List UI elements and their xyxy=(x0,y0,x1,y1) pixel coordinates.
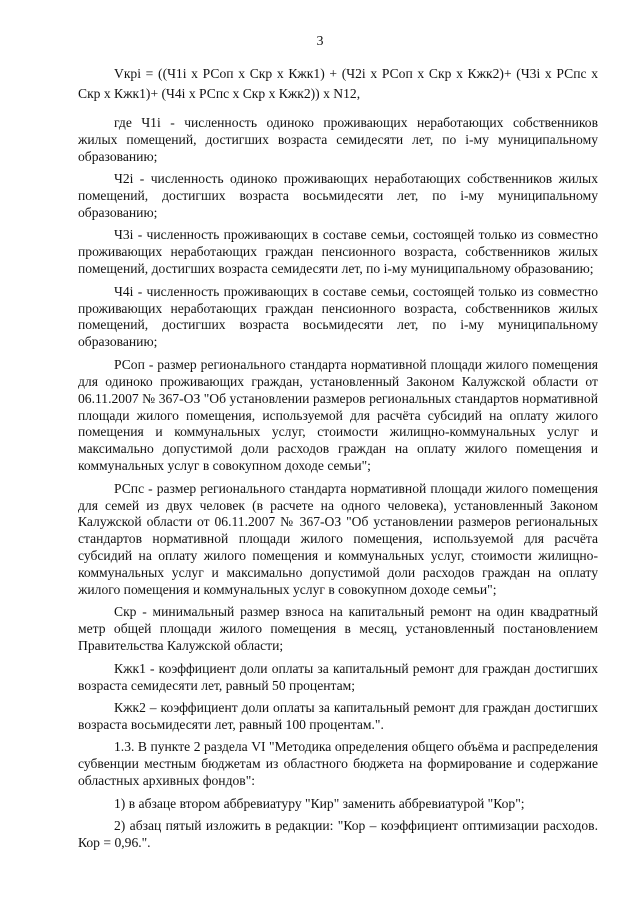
definition-ch2: Ч2i - численность одиноко проживающих неработающих собственников жилых помещений, достигших возраста восьмидесяти лет, по i-му муниципальному образованию; xyxy=(78,171,598,221)
definition-ch3: Ч3i - численность проживающих в составе семьи, состоящей только из совместно проживающих неработающих граждан пенсионного возраста, собственников жилых помещений, достигших возраста семидесяти лет, по i-му муниципальному образованию; xyxy=(78,227,598,277)
definition-skr: Скр - минимальный размер взноса на капитальный ремонт на один квадратный метр общей площади жилого помещения в месяц, установленный постановлением Правительства Калужской области; xyxy=(78,604,598,654)
definition-kzhk2: Кжк2 – коэффициент доли оплаты за капитальный ремонт для граждан достигших возраста восьмидесяти лет, равный 100 процентам.". xyxy=(78,700,598,732)
subclause-2: 2) абзац пятый изложить в редакции: "Кор – коэффициент оптимизации расходов. Кор = 0,96.". xyxy=(78,817,598,850)
definition-ch1: где Ч1i - численность одиноко проживающих неработающих собственников жилых помещений, достигших возраста семидесяти лет, по i-му муниципальному образованию; xyxy=(78,115,598,164)
definition-kzhk1: Кжк1 - коэффициент доли оплаты за капитальный ремонт для граждан достигших возраста семидесяти лет, равный 50 процентам; xyxy=(78,660,598,693)
subclause-1: 1) в абзаце втором аббревиатуру "Кир" заменить аббревиатурой "Кор"; xyxy=(114,795,525,811)
definition-ch4: Ч4i - численность проживающих в составе семьи, состоящей только из совместно проживающих неработающих граждан пенсионного возраста, собственников жилых помещений, достигших возраста восьмидесяти лет, по i-му муниципальному образованию; xyxy=(78,283,598,350)
formula-vkr: Vкрi = ((Ч1i х РСоп х Скр х Кжк1) + (Ч2i х РСоп х Скр х Кжк2)+ (Ч3i х РСпс х Скр х Кжк1)+ (Ч4i х РСпс х Скр х Кжк2)) х N12, xyxy=(78,66,598,101)
definition-rsop: РСоп - размер регионального стандарта нормативной площади жилого помещения для одиноко проживающих граждан, установленный Законом Калужской области от 06.11.2007 № 367-ОЗ "Об установлении размеров региональных стандартов нормативной площади жилого помещения, используемой для расчёта субсидий на оплату жилого помещения и коммунальных услуг, стоимости жилищно-коммунальных услуг и максимально допустимой доли расходов граждан на оплату жилого помещения и коммунальных услуг в совокупном доходе семьи"; xyxy=(78,356,598,474)
clause-1-3: 1.3. В пункте 2 раздела VI "Методика определения общего объёма и распределения субвенции местным бюджетам из областного бюджета на формирование и содержание областных архивных фондов": xyxy=(78,739,598,789)
page-number: 3 xyxy=(316,34,324,49)
document-body xyxy=(78,64,598,852)
definition-rsps: РСпс - размер регионального стандарта нормативной площади жилого помещения для семей из двух человек (в расчете на одного человека), установленный Законом Калужской области от 06.11.2007 № 367-ОЗ "Об установлении размеров региональных стандартов нормативной площади жилого помещения, используемой для расчёта субсидий на оплату жилого помещения и коммунальных услуг, стоимости жилищно-коммунальных услуг и максимально допустимой доли расходов граждан на оплату жилого помещения и коммунальных услуг в совокупном доходе семьи"; xyxy=(78,480,598,598)
